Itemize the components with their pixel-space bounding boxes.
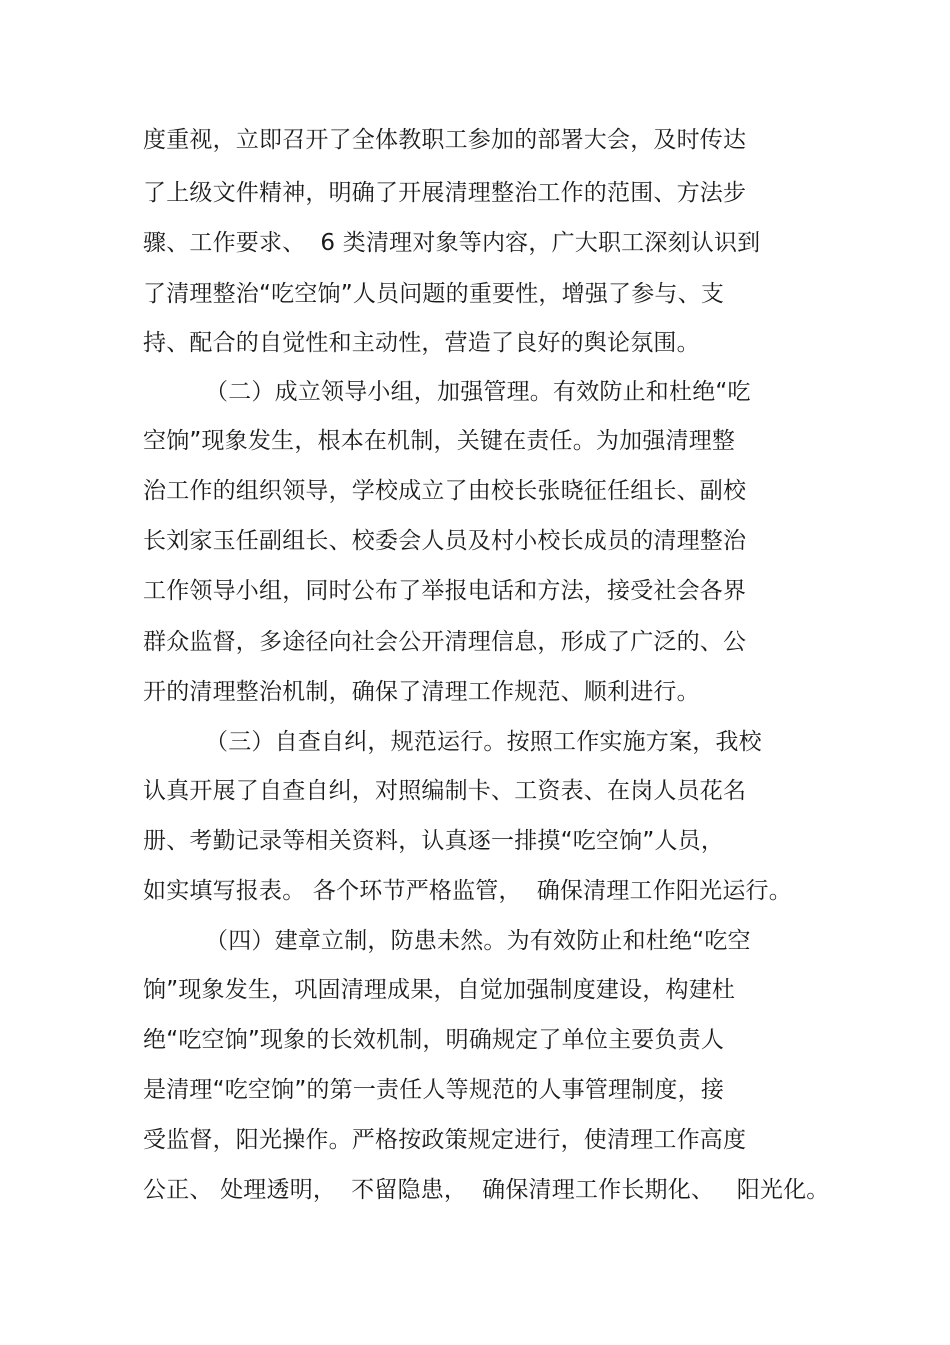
paragraph-4-start: （四）建章立制，防患未然。为有效防止和杜绝“吃空 xyxy=(205,928,751,954)
text-line: 长刘家玉任副组长、校委会人员及村小校长成员的清理整治 xyxy=(143,528,747,554)
text-line: 了上级文件精神，明确了开展清理整治工作的范围、方法步 xyxy=(143,180,747,206)
text-line: 度重视，立即召开了全体教职工参加的部署大会，及时传达 xyxy=(143,127,747,153)
text-line: 受监督，阳光操作。严格按政策规定进行，使清理工作高度 xyxy=(143,1127,747,1153)
text-line: 工作领导小组，同时公布了举报电话和方法，接受社会各界 xyxy=(143,578,747,604)
text-line: 认真开展了自查自纠，对照编制卡、工资表、在岗人员花名 xyxy=(143,778,747,804)
text-line: 群众监督，多途径向社会公开清理信息，形成了广泛的、公 xyxy=(143,629,747,655)
text-line: 饷”现象发生，巩固清理成果，自觉加强制度建设，构建杜 xyxy=(143,977,736,1003)
text-line: 是清理“吃空饷”的第一责任人等规范的人事管理制度，接 xyxy=(143,1077,725,1103)
paragraph-3-start: （三）自查自纠，规范运行。按照工作实施方案，我校 xyxy=(205,729,762,755)
text-line: 了清理整治“吃空饷”人员问题的重要性，增强了参与、支 xyxy=(143,281,725,307)
paragraph-2-start: （二）成立领导小组，加强管理。有效防止和杜绝“吃 xyxy=(205,379,751,405)
text-line: 骤、工作要求、 6 类清理对象等内容，广大职工深刻认识到 xyxy=(143,230,761,256)
text-line: 公正、 处理透明， 不留隐患， 确保清理工作长期化、 阳光化。 xyxy=(143,1177,830,1203)
text-line: 开的清理整治机制，确保了清理工作规范、顺利进行。 xyxy=(143,679,700,705)
text-line: 如实填写报表。 各个环节严格监管， 确保清理工作阳光运行。 xyxy=(143,878,792,904)
text-line: 册、考勤记录等相关资料，认真逐一排摸“吃空饷”人员， xyxy=(143,828,725,854)
text-line: 治工作的组织领导，学校成立了由校长张晓征任组长、副校 xyxy=(143,478,747,504)
text-line: 持、配合的自觉性和主动性，营造了良好的舆论氛围。 xyxy=(143,330,700,356)
text-line: 空饷”现象发生，根本在机制，关键在责任。为加强清理整 xyxy=(143,428,736,454)
text-line: 绝“吃空饷”现象的长效机制，明确规定了单位主要负责人 xyxy=(143,1027,725,1053)
